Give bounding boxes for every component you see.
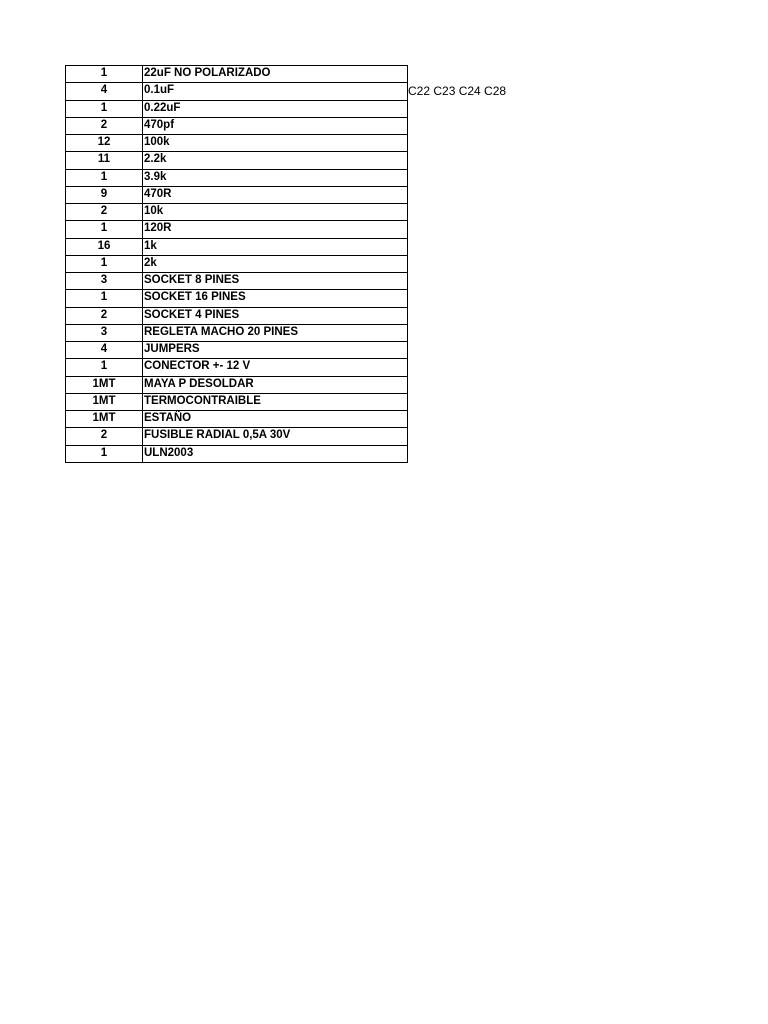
table-row xyxy=(66,255,408,272)
table-row xyxy=(66,428,408,445)
table-row xyxy=(66,100,408,117)
description-cell[interactable]: 100k xyxy=(143,135,408,152)
quantity-cell[interactable]: 1 xyxy=(66,100,143,117)
quantity-cell[interactable]: 2 xyxy=(66,428,143,445)
table-row xyxy=(66,186,408,203)
table-row xyxy=(66,204,408,221)
quantity-cell[interactable]: 1 xyxy=(66,290,143,307)
table-row xyxy=(66,152,408,169)
quantity-cell[interactable]: 9 xyxy=(66,186,143,203)
table-row xyxy=(66,411,408,428)
table-row xyxy=(66,135,408,152)
table-row xyxy=(66,117,408,134)
quantity-cell[interactable]: 2 xyxy=(66,307,143,324)
description-cell[interactable]: ESTAÑO xyxy=(143,411,408,428)
parts-list-table xyxy=(65,65,408,463)
table-row xyxy=(66,83,408,100)
quantity-cell[interactable]: 4 xyxy=(66,83,143,100)
description-cell[interactable]: REGLETA MACHO 20 PINES xyxy=(143,324,408,341)
quantity-cell[interactable]: 16 xyxy=(66,238,143,255)
description-cell[interactable]: 10k xyxy=(143,204,408,221)
quantity-cell[interactable]: 2 xyxy=(66,117,143,134)
quantity-cell[interactable]: 3 xyxy=(66,273,143,290)
quantity-cell[interactable]: 1 xyxy=(66,359,143,376)
quantity-cell[interactable]: 1 xyxy=(66,66,143,83)
quantity-cell[interactable]: 1MT xyxy=(66,411,143,428)
description-cell[interactable]: 120R xyxy=(143,221,408,238)
table-row xyxy=(66,393,408,410)
table-row xyxy=(66,273,408,290)
description-cell[interactable]: TERMOCONTRAIBLE xyxy=(143,393,408,410)
quantity-cell[interactable]: 11 xyxy=(66,152,143,169)
description-cell[interactable]: 2.2k xyxy=(143,152,408,169)
capacitor-reference-note[interactable]: C22 C23 C24 C28 xyxy=(408,84,507,98)
description-cell[interactable]: SOCKET 8 PINES xyxy=(143,273,408,290)
table-row xyxy=(66,324,408,341)
description-cell[interactable]: 470pf xyxy=(143,117,408,134)
quantity-cell[interactable]: 2 xyxy=(66,204,143,221)
description-cell[interactable]: JUMPERS xyxy=(143,342,408,359)
quantity-cell[interactable]: 1MT xyxy=(66,376,143,393)
quantity-cell[interactable]: 12 xyxy=(66,135,143,152)
table-row xyxy=(66,376,408,393)
description-cell[interactable]: SOCKET 4 PINES xyxy=(143,307,408,324)
description-cell[interactable]: 470R xyxy=(143,186,408,203)
table-row xyxy=(66,66,408,83)
description-cell[interactable]: 3.9k xyxy=(143,169,408,186)
description-cell[interactable]: FUSIBLE RADIAL 0,5A 30V xyxy=(143,428,408,445)
description-cell[interactable]: SOCKET 16 PINES xyxy=(143,290,408,307)
description-cell[interactable]: 0.22uF xyxy=(143,100,408,117)
quantity-cell[interactable]: 1 xyxy=(66,445,143,462)
table-row xyxy=(66,169,408,186)
description-cell[interactable]: 0.1uF xyxy=(143,83,408,100)
table-row xyxy=(66,290,408,307)
table-row xyxy=(66,342,408,359)
quantity-cell[interactable]: 1 xyxy=(66,255,143,272)
description-cell[interactable]: 1k xyxy=(143,238,408,255)
description-cell[interactable]: 22uF NO POLARIZADO xyxy=(143,66,408,83)
parts-list-body xyxy=(66,66,408,463)
description-cell[interactable]: MAYA P DESOLDAR xyxy=(143,376,408,393)
table-row xyxy=(66,221,408,238)
table-row xyxy=(66,307,408,324)
quantity-cell[interactable]: 1 xyxy=(66,221,143,238)
description-cell[interactable]: CONECTOR +- 12 V xyxy=(143,359,408,376)
table-row xyxy=(66,238,408,255)
quantity-cell[interactable]: 4 xyxy=(66,342,143,359)
table-row xyxy=(66,445,408,462)
quantity-cell[interactable]: 3 xyxy=(66,324,143,341)
table-row xyxy=(66,359,408,376)
quantity-cell[interactable]: 1MT xyxy=(66,393,143,410)
description-cell[interactable]: 2k xyxy=(143,255,408,272)
description-cell[interactable]: ULN2003 xyxy=(143,445,408,462)
quantity-cell[interactable]: 1 xyxy=(66,169,143,186)
